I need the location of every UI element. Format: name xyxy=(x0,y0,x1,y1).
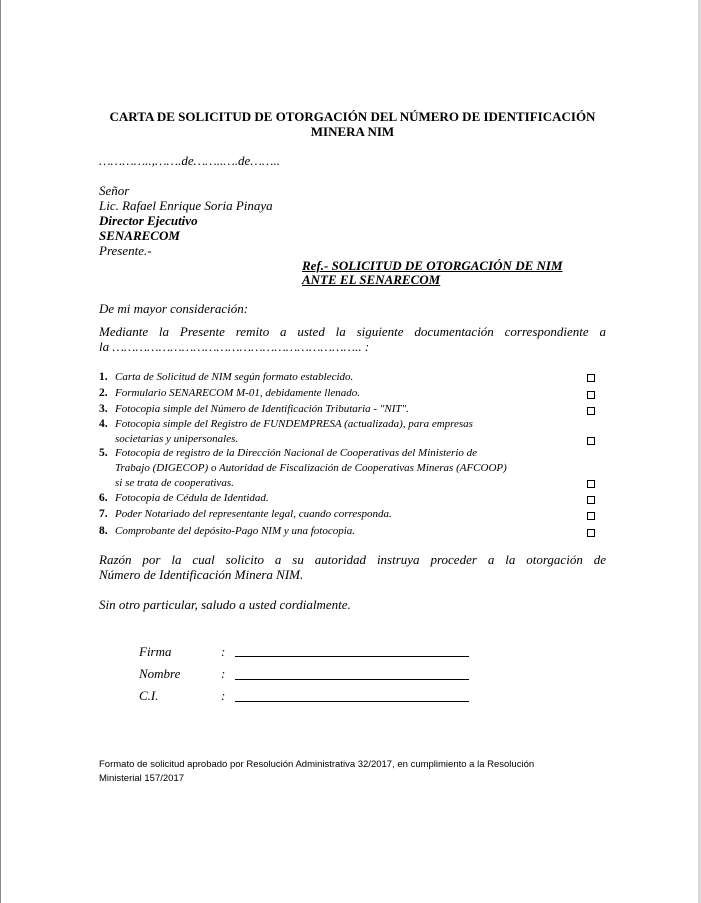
name-label: Nombre xyxy=(139,666,181,681)
checkbox-item-8[interactable] xyxy=(587,529,595,537)
checkbox-item-5[interactable] xyxy=(587,480,595,488)
item-text: Comprobante del depósito-Pago NIM y una fotocopia. xyxy=(115,525,356,537)
name-colon: : xyxy=(221,666,226,681)
item-number: 5. xyxy=(99,447,108,459)
item-number: 3. xyxy=(99,403,108,415)
ci-label: C.I. xyxy=(139,688,159,703)
item-text: Poder Notariado del representante legal, cuando corresponda. xyxy=(115,508,392,520)
item-text: Trabajo (DIGECOP) o Autoridad de Fiscalización de Cooperativas Mineras (AFCOOP) xyxy=(115,462,507,474)
item-text: Formulario SENARECOM M-01, debidamente llenado. xyxy=(115,387,361,399)
footer-line-2: Ministerial 157/2017 xyxy=(99,773,185,784)
item-number: 4. xyxy=(99,418,108,430)
title-line-2: MINERA NIM xyxy=(310,124,395,139)
date-line: …………..,…….de……..….de…….. xyxy=(99,153,280,168)
item-text: si se trata de cooperativas. xyxy=(115,477,234,489)
checkbox-item-4[interactable] xyxy=(587,437,595,445)
title-line-1: CARTA DE SOLICITUD DE OTORGACIÓN DEL NÚMERO DE IDENTIFICACIÓN xyxy=(109,109,596,124)
item-number: 6. xyxy=(99,492,108,504)
reference-line-2: ANTE EL SENARECOM xyxy=(302,272,441,287)
item-text: Fotocopia simple del Número de Identificación Tributaria - "NIT". xyxy=(115,403,409,415)
item-number: 2. xyxy=(99,387,108,399)
checkbox-item-7[interactable] xyxy=(587,512,595,520)
recipient-presente: Presente.- xyxy=(99,243,152,258)
name-line[interactable] xyxy=(235,679,469,680)
reason-line-1: Razón por la cual solicito a su autoridad instruya proceder a la otorgación de xyxy=(99,552,606,567)
item-number: 7. xyxy=(99,508,108,520)
intro-line-1: Mediante la Presente remito a usted la siguiente documentación correspondiente a xyxy=(99,324,606,339)
checkbox-item-1[interactable] xyxy=(587,374,595,382)
page-left-edge xyxy=(0,0,1,903)
item-text: Fotocopia simple del Registro de FUNDEMPRESA (actualizada), para empresas xyxy=(115,418,473,430)
signature-label: Firma xyxy=(139,644,172,659)
item-text: Carta de Solicitud de NIM según formato establecido. xyxy=(115,371,354,383)
ci-colon: : xyxy=(221,688,226,703)
recipient-position: Director Ejecutivo xyxy=(99,213,198,228)
checkbox-item-6[interactable] xyxy=(587,496,595,504)
checkbox-item-3[interactable] xyxy=(587,407,595,415)
item-number: 8. xyxy=(99,525,108,537)
signature-colon: : xyxy=(221,644,226,659)
ci-line[interactable] xyxy=(235,701,469,702)
greeting: De mi mayor consideración: xyxy=(99,301,249,316)
reference-line-1: Ref.- SOLICITUD DE OTORGACIÓN DE NIM xyxy=(302,258,563,273)
recipient-org: SENARECOM xyxy=(99,228,180,243)
item-number: 1. xyxy=(99,371,108,383)
footer-line-1: Formato de solicitud aprobado por Resolución Administrativa 32/2017, en cumplimiento a la Resolución xyxy=(99,759,535,770)
recipient-salutation: Señor xyxy=(99,183,130,198)
intro-line-2: la ……………………………………………………….. : xyxy=(99,339,370,354)
reason-line-2: Número de Identificación Minera NIM. xyxy=(99,567,304,582)
item-text: societarias y unipersonales. xyxy=(115,433,239,445)
item-text: Fotocopia de registro de la Dirección Nacional de Cooperativas del Ministerio de xyxy=(115,447,478,459)
recipient-name: Lic. Rafael Enrique Soria Pinaya xyxy=(99,198,273,213)
closing-text: Sin otro particular, saludo a usted cordialmente. xyxy=(99,597,351,612)
signature-line[interactable] xyxy=(235,656,469,657)
item-text: Fotocopia de Cédula de Identidad. xyxy=(115,492,269,504)
checkbox-item-2[interactable] xyxy=(587,391,595,399)
